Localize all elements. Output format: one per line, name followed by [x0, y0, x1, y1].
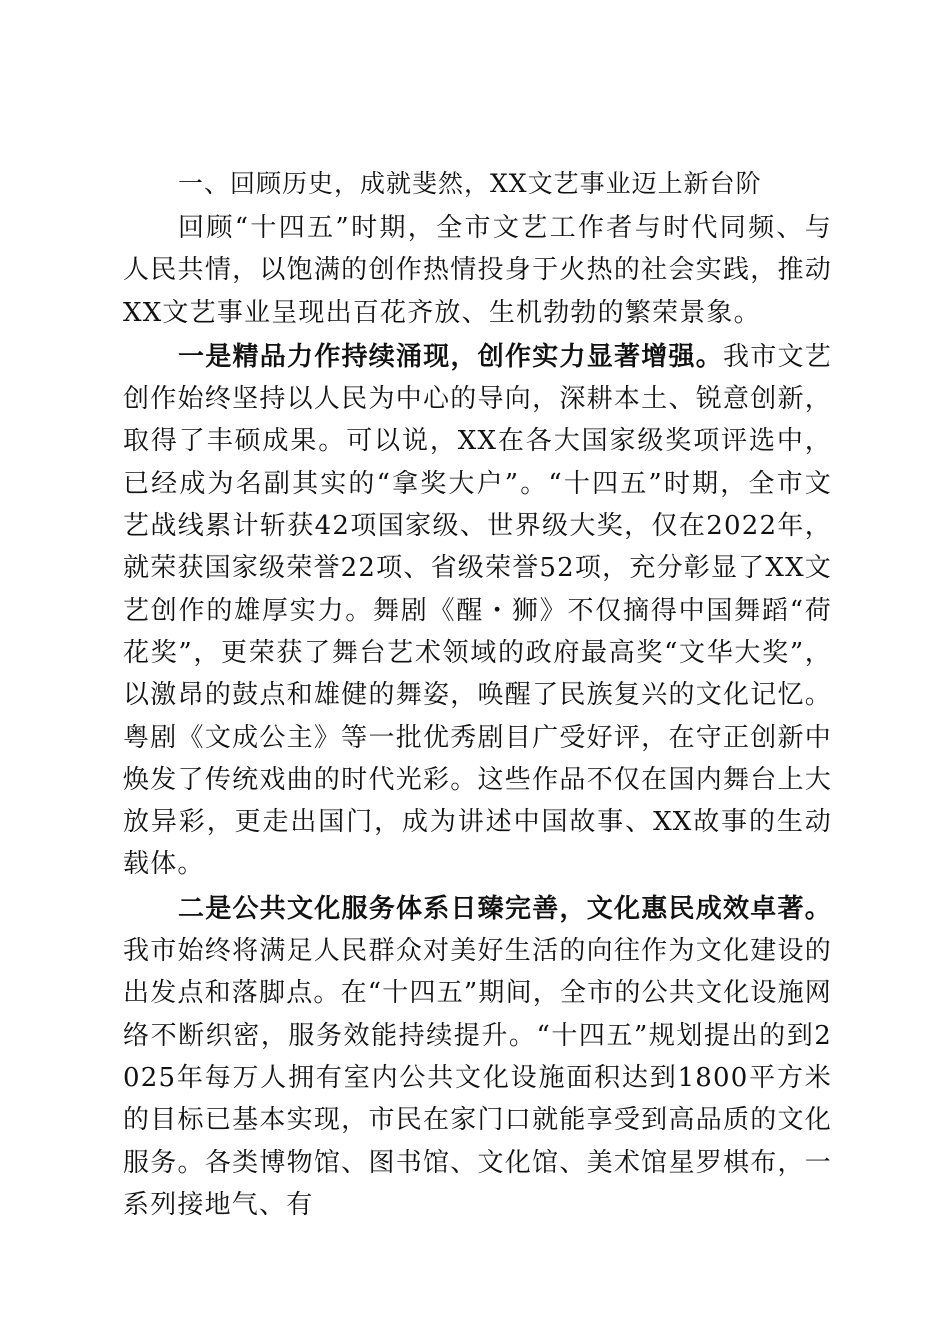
section1-lead: 一是精品力作持续涌现，创作实力显著增强。 [178, 341, 724, 372]
section1-body: 我市文艺创作始终坚持以人民为中心的导向，深耕本土、锐意创新，取得了丰硕成果。可以说，XX在各大国家级奖项评选中，已经成为名副其实的“拿奖大户”。“十四五”时期，全市文艺战线累计斩获42项国家级、世界级大奖，仅在2022年，就荣获国家级荣誉22项、省级荣誉52项，充分彰显了XX文艺创作的雄厚实力。舞剧《醒・狮》不仅摘得中国舞蹈“荷花奖”，更荣获了舞台艺术领域的政府最高奖“文华大奖”，以激昂的鼓点和雄健的舞姿，唤醒了民族复兴的文化记忆。粤剧《文成公主》等一批优秀剧目广受好评，在守正创新中焕发了传统戏曲的时代光彩。这些作品不仅在国内舞台上大放异彩，更走出国门，成为讲述中国故事、XX故事的生动载体。 [123, 341, 832, 880]
section1-paragraph [123, 336, 832, 886]
section2-paragraph [123, 888, 832, 1226]
section-heading: 一、回顾历史，成就斐然，XX文艺事业迈上新台阶 [178, 169, 762, 198]
section2-body: 我市始终将满足人民群众对美好生活的向往作为文化建设的出发点和落脚点。在“十四五”期间，全市的公共文化设施网络不断织密，服务效能持续提升。“十四五”规划提出的到2025年每万人拥有室内公共文化设施面积达到1800平方米的目标已基本实现，市民在家门口就能享受到高品质的文化服务。各类博物馆、图书馆、文化馆、美术馆星罗棋布，一系列接地气、有 [123, 936, 832, 1220]
document-body [123, 163, 832, 1226]
intro-paragraph: 回顾“十四五”时期，全市文艺工作者与时代同频、与人民共情，以饱满的创作热情投身于火热的社会实践，推动XX文艺事业呈现出百花齐放、生机勃勃的繁荣景象。 [123, 213, 832, 328]
section2-lead: 二是公共文化服务体系日臻完善，文化惠民成效卓著。 [178, 893, 832, 924]
